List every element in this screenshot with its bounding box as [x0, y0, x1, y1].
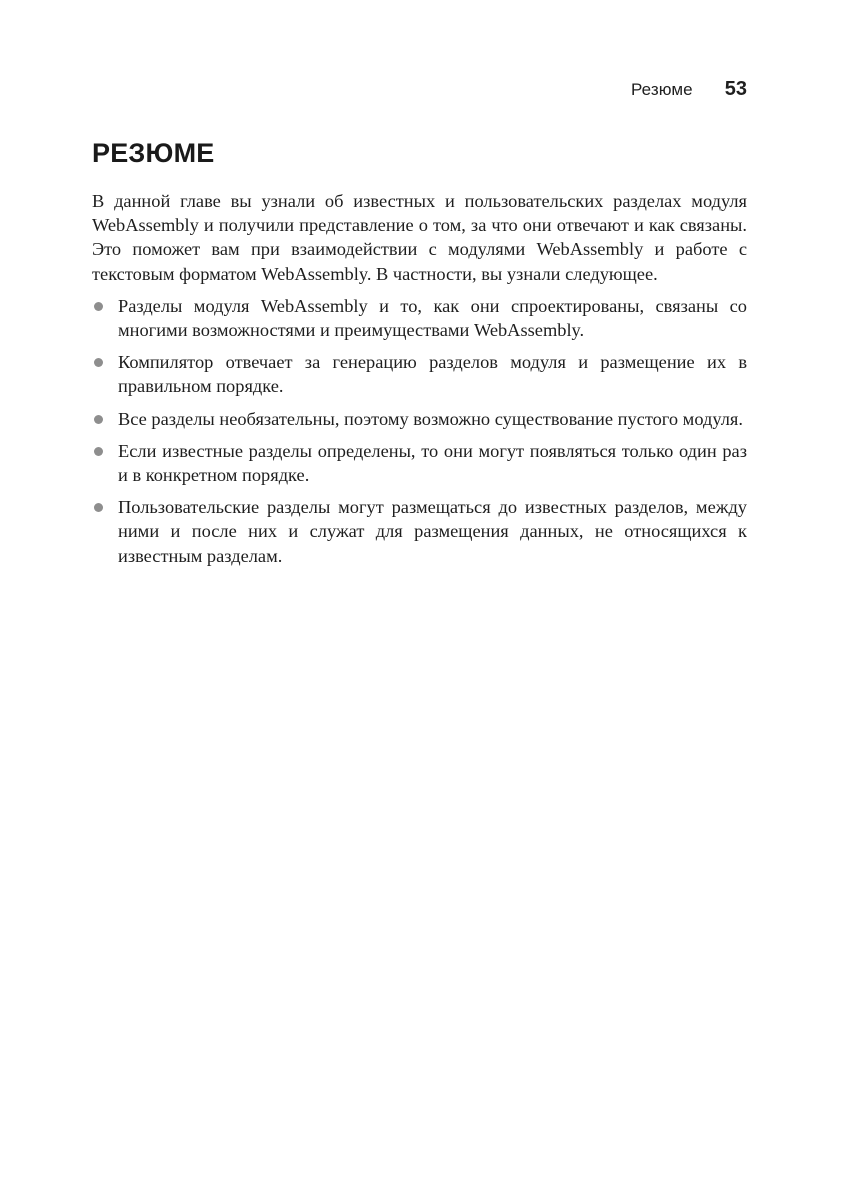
bullet-icon: [94, 302, 103, 311]
list-item: [92, 350, 747, 398]
page-number: 53: [724, 78, 747, 100]
list-item: [92, 439, 747, 487]
list-item-text: Все разделы необязательны, поэтому возможно существование пустого модуля.: [118, 408, 743, 429]
bullet-icon: [94, 358, 103, 367]
bullet-icon: [94, 447, 103, 456]
list-item-text: Пользовательские разделы могут размещаться до известных разделов, между ними и после них и служат для размещения данных, не относящихся к известным разделам.: [118, 497, 747, 566]
list-item-text: Если известные разделы определены, то они могут появляться только один раз и в конкретном порядке.: [118, 440, 747, 486]
list-item: [92, 294, 747, 342]
list-item: [92, 495, 747, 568]
running-title: Резюме: [630, 80, 693, 99]
intro-paragraph: В данной главе вы узнали об известных и пользовательских разделах модуля WebAssembly и получили представление о том, за что они отвечают и как связаны. Это поможет вам при взаимодействии с модулями WebAssembly и работе с текстовым форматом WebAssembly. В частности, вы узнали следующее.: [92, 191, 747, 284]
list-item: [92, 407, 747, 431]
bullet-icon: [94, 503, 103, 512]
list-item-text: Компилятор отвечает за генерацию разделов модуля и размещение их в правильном порядке.: [118, 352, 747, 397]
summary-list: [92, 294, 747, 568]
section-title: РЕЗЮМЕ: [92, 138, 215, 168]
main-content: [92, 137, 747, 576]
list-item-text: Разделы модуля WebAssembly и то, как они спроектированы, связаны со многими возможностями и преимуществами WebAssembly.: [118, 295, 747, 341]
running-header: [631, 78, 747, 101]
bullet-icon: [94, 415, 103, 424]
